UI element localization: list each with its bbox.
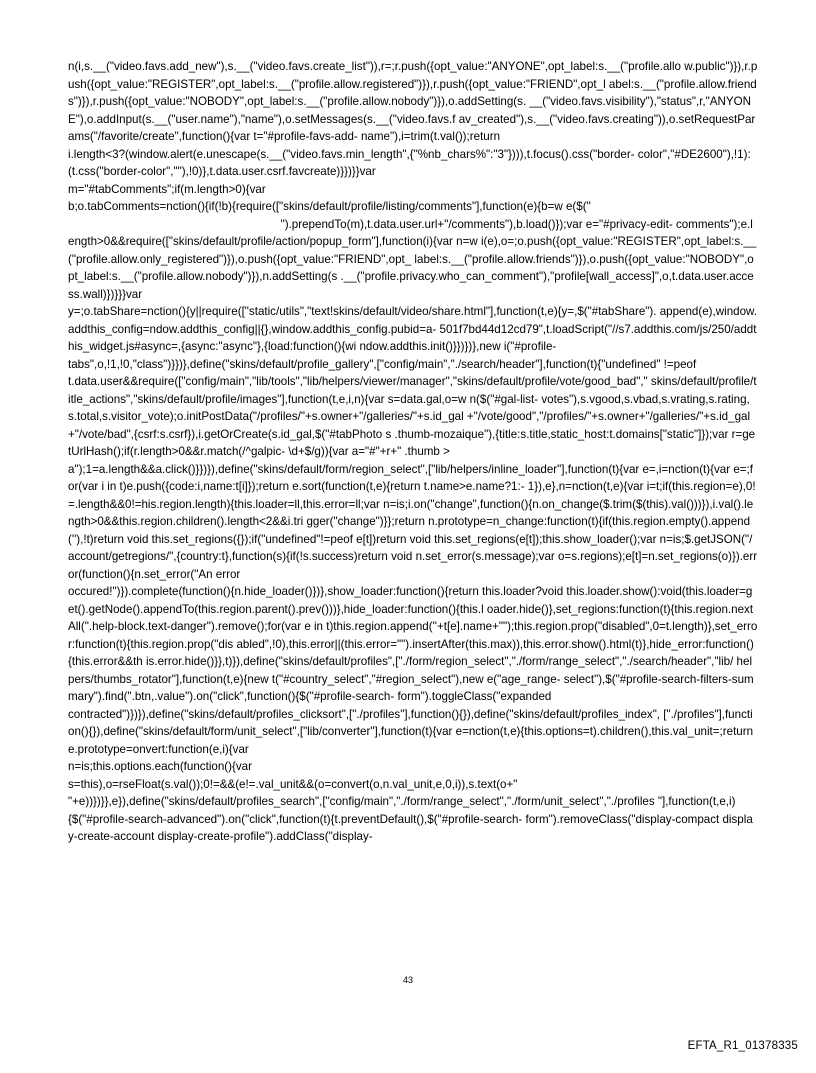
page-number: 43 xyxy=(402,975,413,985)
document-id: EFTA_R1_01378335 xyxy=(687,1040,798,1052)
code-text-block: n(i,s.__("video.favs.add_new"),s.__("video.favs.create_list")),r=;r.push({opt_value:"ANYONE",opt_label:s.__("profile.allo w.public")}),r.push({opt_value:"REGISTER",opt_label:s.__("profile.allow.registered")}),r.push({opt_value:"FRIEND",opt_l abel:s.__("profile.allow.friends")}),r.push({opt_value:"NOBODY",opt_label:s.__("profile.allow.nobody")}),o.addSetting(s. __("video.favs.visibility"),"status",r,"ANYONE"),o.addInput(s.__("user.name"),"name"),o.setMessages(s.__("video.favs.f av_created"),s.__("video.favs.creating")),o.setRequestParams("/favorite/create",function(){var t="#profile-favs-add- name"),i=trim(t.val());return i.length<3?(window.alert(e.unescape(s.__("video.favs.min_length",{"%nb_chars%":"3"}))),t.focus().css("border- color","#DE2600"),!1):(t.css("border-color",""),!0)},t.data.user.csrf.favcreate)}})}}var m="#tabComments";if(m.length>0){var b;o.tabComments=nction(){if(!b){require(["skins/default/profile/listing/comments"],function(e){b=w e($(" ").prependTo(m),t.data.user.url+"/comments"),b.load()});var e="#privacy-edit- comments");e.length>0&&require(["skins/default/profile/action/popup_form"],function(i){var n=w i(e),o=;o.push({opt_value:"REGISTER",opt_label:s.__("profile.allow.only_registered")}),o.push({opt_value:"FRIEND",opt_ label:s.__("profile.allow.friends")}),o.push({opt_value:"NOBODY",opt_label:s.__("profile.allow.nobody")}),n.addSetting(s .__("profile.privacy.who_can_comment"),"profile[wall_access]",o,t.data.user.access.wall)})}}}var y=;o.tabShare=nction(){y||require(["static/utils","text!skins/default/video/share.html"],function(t,e){y=,$("#tabShare"). append(e),window.addthis_config=ndow.addthis_config||{},window.addthis_config.pubid=a- 501f7bd44d12cd79",t.loadScript("//s7.addthis.com/js/250/addthis_widget.js#async=,{async:"async"},{load:function(){wi ndow.addthis.init()}})})},new i("#profile- tabs",o,!1,!0,"class")}})},define("skins/default/profile_gallery",["config/main","./search/header"],function(t){"undefined" !=peof t.data.user&&require(["config/main","lib/tools","lib/helpers/viewer/manager","skins/default/profile/vote/good_bad"," skins/default/profile/title_actions","skins/default/profile/images"],function(t,e,i,n){var s=data.gal,o=w n($("#gal-list- votes"),s.vgood,s.vbad,s.vrating,s.rating,s.total,s.visitor_vote);o.initPostData("/profiles/"+s.owner+"/galleries/"+s.id_gal +"/vote/good","/profiles/"+s.owner+"/galleries/"+s.id_gal+"/vote/bad",{csrf:s.csrf}),i.getOrCreate(s.id_gal,$("#tabPhoto s .thumb-mozaique"),{title:s.title,static_host:t.domains["static"]});var r=getUrlHash();if(r.length>0&&r.match(/^galpic- \d+$/g)){var a="#"+r+" .thumb > a");1=a.length&&a.click()}})}),define("skins/default/form/region_select",["lib/helpers/inline_loader"],function(t){var e=,i=nction(t){var e=;for(var i in t)e.push({code:i,name:t[i]});return e.sort(function(t,e){return t.name>e.name?1:- 1}),e},n=nction(t,e){var i=t;if(this.region=e),0!=.length&&0!=his.region.length){this.loader=ll,this.error=ll;var n=is;i.on("change",function(){n.on_change($.trim($(this).val()))}),i.val().length>0&&this.region.children().length<2&&i.tri gger("change")}};return n.prototype=n_change:function(t){if(this.region.empty().append(''),!t)return void this.set_regions({});if("undefined"!=peof e[t])return void this.set_regions(e[t]);this.show_loader();var n=is;$.getJSON("/account/getregions/",{country:t},function(s){if(!s.success)return void n.set_error(s.message);var o=s.regions);e[t]=n.set_regions(o)}).error(function(){n.set_error("An error occured!")}).complete(function(){n.hide_loader()})},show_loader:function(){return this.loader?void this.loader.show():void(this.loader=get().getNode().appendTo(this.region.parent().prev()))},hide_loader:function(){this.l oader.hide()},set_regions:function(t){this.region.nextAll(".help-block.text-danger").remove();for(var e in t)this.region.append(''+t[e].name+"");this.region.prop("disabled",0=t.length)},set_error:function(t){this.region.prop("dis abled",!0),this.error||(this.error="").insertAfter(this.max)),this.error.show().html(t)},hide_error:function(){this.error&&th is.error.hide()}},t)}),define("skins/default/profiles",["./form/region_select","./form/range_select","./search/header","lib/ helpers/thumbs_rotator"],function(t,e){new t("#country_select","#region_select"),new e("age_range- select"),$("#profile-search-filters-summary").find(".btn,.value").on("click",function(){$("#profile-search- form").toggleClass("expanded contracted")})}),define("skins/default/profiles_clicksort",["./profiles"],function(){}),define("skins/default/profiles_index", ["./profiles"],function(){}),define("skins/default/form/unit_select",["lib/converter"],function(t){var e=nction(t,e){this.options=t).children(),this.val_unit=;return e.prototype=onvert:function(e,i){var n=is;this.options.each(function(){var s=this),o=rseFloat(s.val());0!=&&(e!=.val_unit&&(o=convert(o,n.val_unit,e,0,i)),s.text(o+" "+e))})}},e}),define("skins/default/profiles_search",["config/main","./form/range_select","./form/unit_select","./profiles "],function(t,e,i){$("#profile-search-advanced").on("click",function(t){t.preventDefault(),$("#profile-search- form").removeClass("display-compact display-create-account display-create-profile").addClass("display- xyxy=(68,60,758,843)
